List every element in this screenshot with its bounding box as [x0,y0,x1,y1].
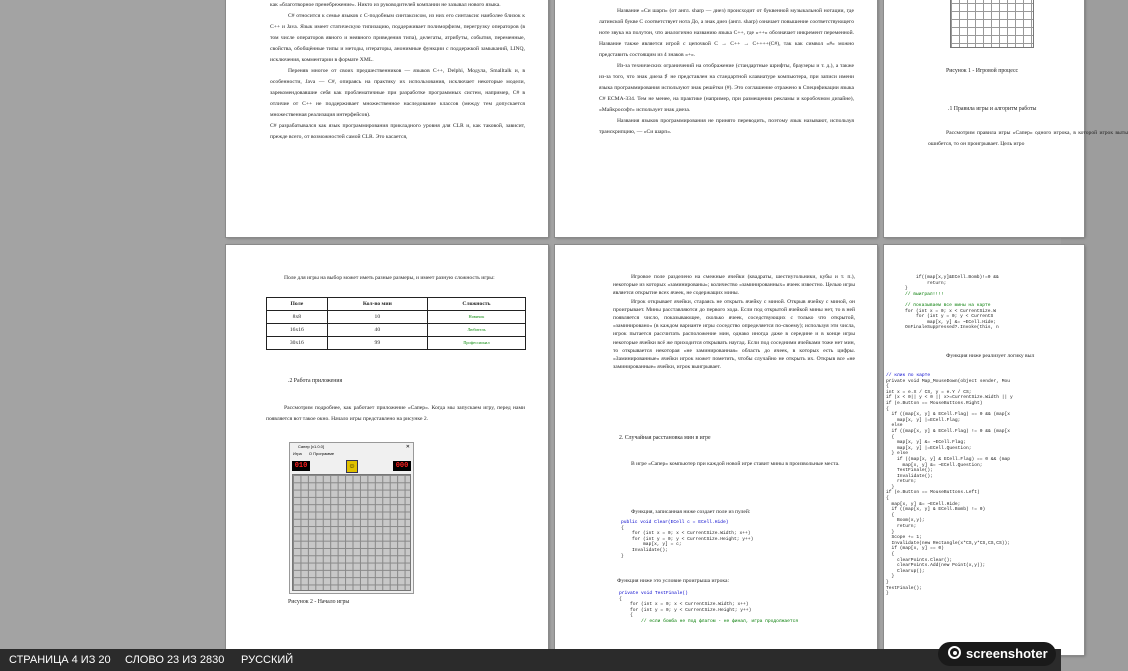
code-line: int x = e.X / CS, y = e.Y / CS; [886,389,972,395]
word-count-status[interactable]: СЛОВО 23 ИЗ 2830 [125,654,225,666]
figure-window-title: Сапер [v1.0.0] [298,444,325,449]
code-line: map[x, y] &= ~ECell.Flag; [886,440,966,446]
paragraph: C# относится к семье языков с C-подобным синтаксисом, из них его синтаксис наиболее близок к C++ и Java. Язык имеет статическую типизацию, поддерживает полиморфизм, перегрузку операторов (в том числе операторов явного и неявного приведения типа), делегаты, атрибуты, события, переменные, свойства, обобщённые типы и методы, итераторы, анонимные функции с поддержкой замыканий, LINQ, исключения, комментарии в формате XML. [270,13,525,63]
figure-menu-item: О Программе [308,451,335,456]
paragraph: Название «Си шарп» (от англ. sharp — диез) происходит от буквенной музыкальной нотации, где латинской букве C соответствует нота До, а знак диез (англ. sharp) означает повышение соответствующего ноте звука на полутон, что аналогично названию языка C++, где «++» обозначает инкремент переменной. Название также является игрой с цепочкой C → C++ → C++++(C#), так как символ «#» можно представить состоящим из 4 знаков «+». [599,8,854,58]
code-line: } [886,484,895,490]
table-cell: 10 [327,311,427,324]
code-block-mousedown [886,373,1013,597]
figure-caption: Рисунок 2 - Начало игры [288,599,350,605]
game-figure-image [950,0,1034,48]
document-page-3[interactable] [884,0,1128,237]
page-5-text-3 [613,507,855,518]
code-line: private void Map_MouseDown(object sender, Mou [886,378,1011,384]
code-line: { [619,613,633,619]
paragraph: Из-за технических ограничений на отображение (стандартные шрифты, браузеры и т. д.), а также из-за того, что знак диеза ♯ не представлен на стандартной клавиатуре компьютера, при записи имени языка программирования используют знак решётки (#). Это соглашение отражено в Спецификации языка C# ECMA-334. Тем не менее, на практике (например, при размещении рекламы и коробочном дизайне), «Майкрософт» использует знак диеза. [599,63,854,113]
paragraph: C# разрабатывался как язык программирования прикладного уровня для CLR и, как таковой, зависит, прежде всего, от возможностей самой CLR. Это касается, [270,123,525,140]
code-line: OnFinaleSuppressed?.Invoke(this, n [894,325,999,331]
figure-caption: Рисунок 1 - Игровой процесс [946,68,1019,74]
code-line: for (int x = 0; x < CurrentSize.Width; x++) [619,602,749,608]
paragraph: Игрок открывает ячейки, стараясь не открыть ячейку с миной. Открыв ячейку с миной, он проигрывает. Мины расставляются до первого хода. Если под открытой ячейкой мины нет, то в ней появляется число, показывающее, сколько ячеек, соседствующих с только что открытой, «заминировано» (в каждом варианте игры соседство определяется по-своему); используя эти числа, игрок пытается рассчитать расположение мин, однако иногда даже в середине и в конце игры некоторые ячейки всё же приходится открывать наугад. Если под соседними ячейками тоже нет мин, то открывается некоторая «не заминированная» область до ячеек, в которых есть цифры. «Заминированные» ячейки игрок может пометить, чтобы случайно не открыть их. Открыв все «не заминированные» ячейки, игрок выигрывает. [613,298,855,371]
code-line: if ((map[x, y] & ECell.Bomb) != 0) [886,507,986,513]
code-comment: // клик по карте [886,373,931,378]
code-line: { [886,384,889,390]
code-block-finale [894,275,999,331]
paragraph: Рассмотрим подробнее, как работает приложение «Сапер». Когда мы запускаем игру, перед нами появляется вот такое окно. Начало игры представлено на рисунке 2. [266,405,525,422]
code-line: for (int y = 0; y < CurrentSize.Height; y++) [621,536,754,542]
code-line: } [886,591,889,597]
close-icon: ✕ [405,444,410,450]
code-line: } [886,574,895,580]
table-cell: Новичок [427,311,525,324]
document-page-1[interactable] [226,0,548,237]
page-5-text-4 [617,576,859,587]
code-line: TestFinale(); [886,468,933,474]
code-line: private void TestFinale() [619,591,688,596]
section-heading: 2. Случайная расстановка мин в игре [619,435,711,441]
status-bar [0,649,1061,671]
page-4-intro [266,273,525,284]
document-page-2[interactable] [555,0,877,237]
page-1-text [270,0,525,143]
code-line: Clearup(); [886,568,925,574]
code-line: { [886,496,889,502]
code-line: Boom(x,y); [886,518,925,524]
page-3-text [928,128,1128,150]
mine-counter: 010 [292,461,310,471]
code-line: if((map[x,y]&ECell.Bomb)!=0 && [894,275,999,280]
code-line: } else [886,451,909,457]
code-line: for (int y = 0; y < CurrentSize.Height; y++) [619,607,752,613]
code-line: } [621,553,624,559]
code-line: } [886,529,895,535]
smiley-face-icon: ☺ [346,460,358,473]
figure-menu-bar [290,451,413,457]
code-line: map[x, y] = c; [621,542,682,548]
code-line: if (x < 0|| y < 0 || x>=CurrentSize.Width || y [886,395,1013,401]
code-line: { [886,512,895,518]
page-6-text [928,351,1128,362]
page-count-status[interactable]: СТРАНИЦА 4 ИЗ 20 [9,654,111,666]
column-header: Кол-во мин [327,298,427,311]
code-line: map[x, y] &= ~ECell.Hide; [886,501,961,507]
paragraph: Названия языков программирования не принято переводить, поэтому язык называют, используя транскрипцию, — «Си шарп». [599,118,854,135]
table-cell: 30x16 [267,337,328,350]
code-line: for (int x = 0; x < CurrentSize.Width; x++) [621,531,751,537]
page-5-text [613,273,855,371]
figure-game-header [292,459,411,473]
code-comment: // если бомба не под флагом - не финал, игра продолжается [619,618,799,624]
code-line: for (int x = 0; x < CurrentSize.W [894,308,996,314]
code-line: return; [886,524,917,530]
code-line: else [886,423,903,429]
code-block-testfinale [619,591,798,625]
code-line: { [621,525,624,531]
code-line: if ((map[x, y] & ECell.Flag) == 0 && (map [886,456,1011,462]
paragraph: Функция, записанная ниже создает поле из пулей: [631,509,751,515]
table-cell: Любитель [427,324,525,337]
code-line: } [886,579,889,585]
code-line: for (int y = 0; y < CurrentS [894,314,994,320]
page-2-text [599,6,854,138]
code-block-clear [621,520,753,559]
code-comment: // выиграл!!!! [894,291,944,297]
page-5-text-2 [613,459,855,470]
difficulty-table [266,297,526,350]
code-line: map[x, y] |=ECell.Flag; [886,417,961,423]
column-header: Сложность [427,298,525,311]
paragraph: Функция ниже реализует логику выл [946,353,1035,359]
code-line: clearPoints.Clear(); [886,557,953,563]
code-line: } [894,286,908,292]
code-line: map[x, y] &= ~ECell.Question; [886,462,983,468]
code-line: { [619,596,622,602]
watermark-text: screenshoter [966,646,1048,661]
document-page-5[interactable] [555,245,877,655]
code-line: clearPoints.Add(new Point(x,y)); [886,563,986,569]
table-row [267,311,526,324]
screenshoter-watermark [938,642,1056,666]
code-comment: // показываем все мины на карте [894,302,991,308]
page-4-body [266,403,525,425]
paragraph: В игре «Сапер» компьютер при каждой новой игре ставит мины в произвольные места. [631,461,840,467]
paragraph: Игровое поле разделено на смежные ячейки (квадраты, шестиугольники, кубы и т. п.), некоторые из которых «заминированы»; количество «заминированных» ячеек известно. Целью игры является открытие всех ячеек, не содержащих мины. [613,274,855,297]
language-status[interactable]: РУССКИЙ [241,654,294,666]
code-line: Invalidate(); [621,547,668,553]
code-line: Invalidate(new Rectangle(x*CS,y*CS,CS,CS)); [886,540,1011,546]
document-page-6[interactable] [884,245,1084,655]
code-line: Invalidate(); [886,473,933,479]
code-line: if ((map[x, y] & ECell.Flag) == 0 && (map[x [886,412,1011,418]
code-line: public void Clear(ECell c = ECell.Hide) [621,520,729,525]
paragraph: как «благотворное пренебрежение». Никто из руководителей компании не зазывал нового языка. [270,2,501,8]
code-line: { [886,406,889,412]
code-line: if (e.Button == MouseButtons.Right) [886,400,983,406]
code-line: TestFinale(); [886,585,922,591]
code-line: return; [894,280,947,286]
column-header: Поле [267,298,328,311]
code-line: map[x, y] |=ECell.Question; [886,445,972,451]
section-heading: .1 Правила игры и алгоритм работы [948,106,1037,112]
paragraph: Поле для игры на выбор может иметь разные размеры, и имеет разную сложность игры: [284,275,495,281]
minefield-grid [292,474,411,591]
figure-menu-item: Игра [293,451,302,456]
code-line: if ((map[x, y] & ECell.Flag) != 0 && (map[x [886,428,1011,434]
code-line: return; [886,479,917,485]
table-cell: 8x8 [267,311,328,324]
table-cell: 99 [327,337,427,350]
section-heading: .2 Работа приложения [288,378,343,384]
paragraph: Переняв многое от своих предшественников — языков C++, Delphi, Модула, Smalltalk и, в особенности, Java — C#, опираясь на практику их использования, исключает некоторые модели, зарекомендовавшие себя как проблематичные при разработке программных систем, например, C# в отличие от C++ не поддерживает множественное наследование классов (между тем допускается множественная реализация интерфейсов). [270,68,525,118]
paragraph: Функция ниже это условие проигрыша игрока: [617,578,730,584]
code-line: if (e.Button == MouseButtons.Left) [886,490,980,496]
figure-window-titlebar [290,443,413,451]
timer-counter: 000 [393,461,411,471]
table-cell: 16x16 [267,324,328,337]
minesweeper-screenshot-figure [289,442,414,594]
table-cell: 40 [327,324,427,337]
code-line: map[x, y] &= ~ECell.Hide; [894,319,996,325]
table-header-row [267,298,526,311]
table-row [267,324,526,337]
table-cell: Профессионал [427,337,525,350]
code-line: Scope += 1; [886,535,922,541]
table-row [267,337,526,350]
camera-icon [948,646,961,659]
code-line: if (map[x, y] == 0) [886,546,944,552]
paragraph: Рассмотрим правила игры «Сапер» одного игрока, в которой игрок выты ошибется, то он проигрывает. Цель игро [928,130,1128,147]
code-line: { [886,434,895,440]
code-line: { [886,552,895,557]
